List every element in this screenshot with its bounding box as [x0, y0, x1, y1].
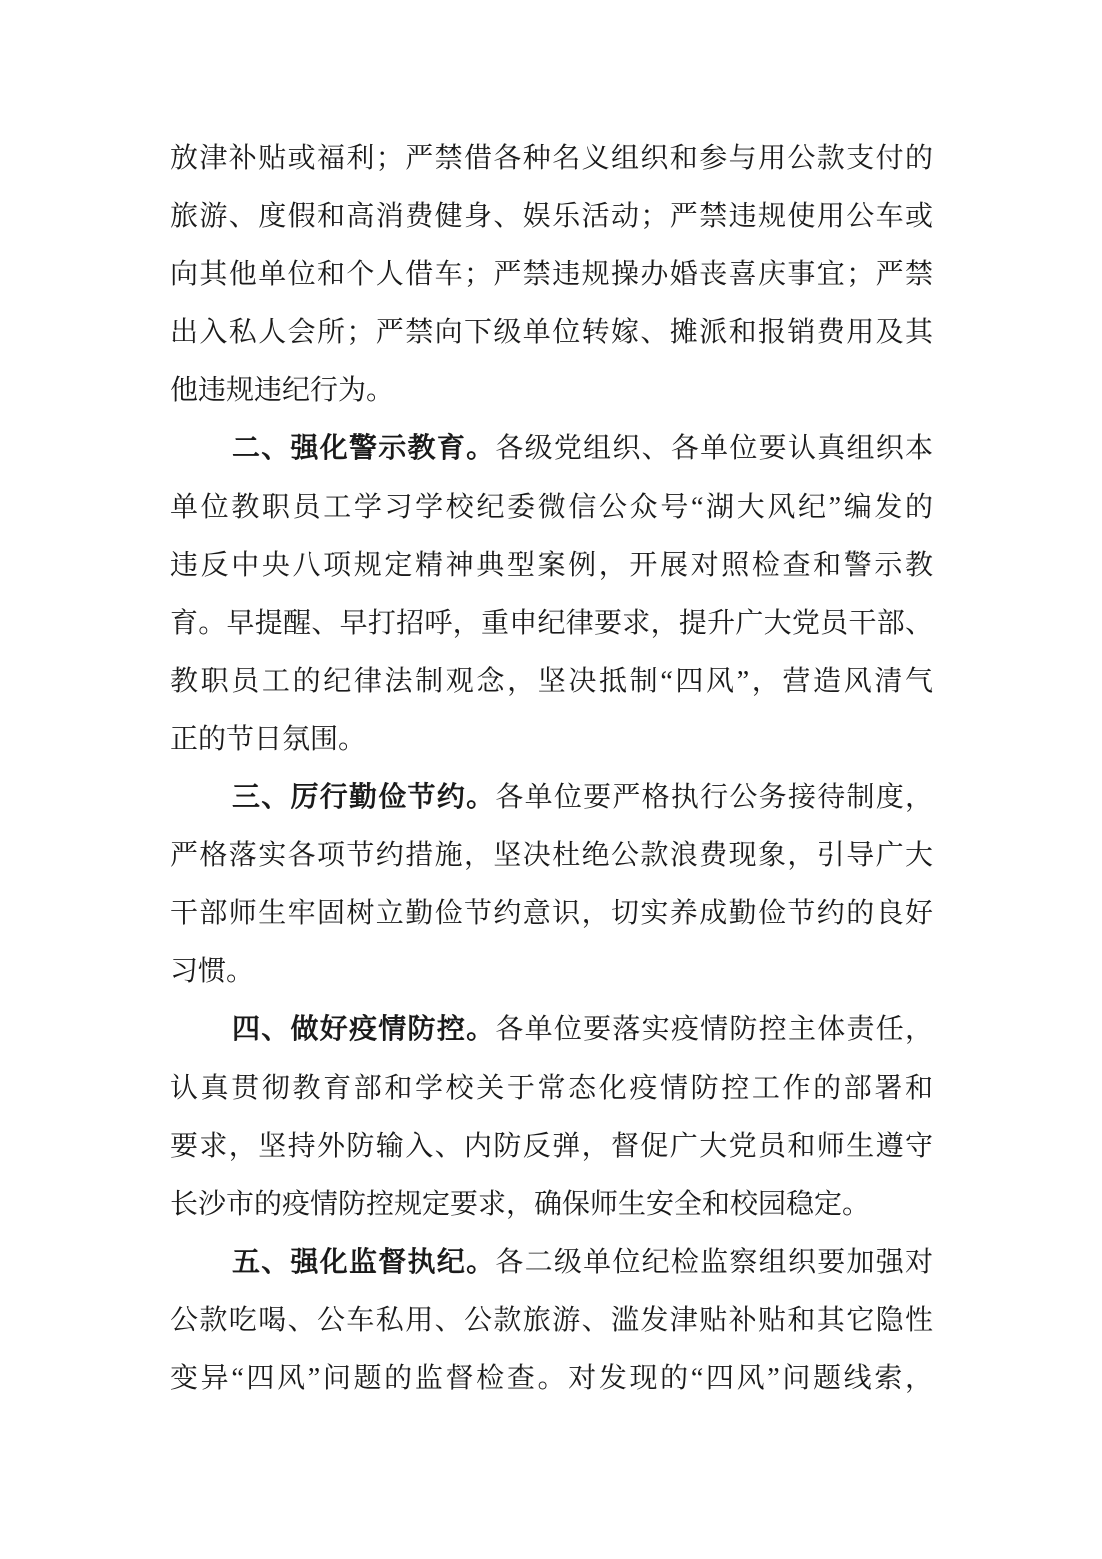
line-text: 正的节日氛围。 [170, 723, 367, 755]
paragraph-lead-line [170, 420, 933, 478]
line-text: 他违规违纪行为。 [170, 375, 395, 407]
text-line [170, 246, 933, 304]
document-body-text [170, 130, 933, 1408]
text-line [170, 479, 933, 537]
text-line [170, 304, 933, 362]
line-text: 变异“四风”问题的监督检查。对发现的“四风”问题线索， [170, 1362, 933, 1394]
line-text: 出入私人会所；严禁向下级单位转嫁、摊派和报销费用及其 [170, 317, 933, 349]
line-text: 各级党组织、各单位要认真组织本 [495, 433, 933, 465]
line-text: 公款吃喝、公车私用、公款旅游、滥发津贴补贴和其它隐性 [170, 1304, 933, 1336]
line-text: 各单位要严格执行公务接待制度， [495, 782, 933, 814]
paragraph-lead-line [170, 1001, 933, 1059]
line-text: 育。早提醒、早打招呼，重申纪律要求，提升广大党员干部、 [170, 607, 933, 639]
text-line [170, 827, 933, 885]
section-heading: 四、做好疫情防控。 [232, 1014, 496, 1046]
line-text: 放津补贴或福利；严禁借各种名义组织和参与用公款支付的 [170, 143, 933, 174]
text-line [170, 188, 933, 246]
section-heading: 五、强化监督执纪。 [232, 1246, 496, 1278]
text-line [170, 595, 933, 653]
section-heading: 二、强化警示教育。 [232, 433, 496, 465]
section-heading: 三、厉行勤俭节约。 [232, 782, 496, 814]
text-line [170, 885, 933, 943]
text-line [170, 362, 933, 420]
text-line [170, 130, 933, 188]
line-text: 干部师生牢固树立勤俭节约意识，切实养成勤俭节约的良好 [170, 898, 933, 930]
line-text: 向其他单位和个人借车；严禁违规操办婚丧喜庆事宜；严禁 [170, 259, 933, 291]
line-text: 单位教职员工学习学校纪委微信公众号“湖大风纪”编发的 [170, 491, 933, 523]
text-line [170, 1060, 933, 1118]
line-text: 长沙市的疫情防控规定要求，确保师生安全和校园稳定。 [170, 1188, 871, 1220]
text-line [170, 1176, 933, 1234]
line-text: 各单位要落实疫情防控主体责任， [495, 1014, 933, 1046]
line-text: 认真贯彻教育部和学校关于常态化疫情防控工作的部署和 [170, 1072, 933, 1104]
line-text: 教职员工的纪律法制观念，坚决抵制“四风”，营造风清气 [170, 665, 933, 697]
text-line [170, 537, 933, 595]
paragraph-lead-line [170, 1234, 933, 1292]
line-text: 旅游、度假和高消费健身、娱乐活动；严禁违规使用公车或 [170, 201, 933, 233]
text-line [170, 1292, 933, 1350]
line-text: 各二级单位纪检监察组织要加强对 [495, 1246, 933, 1278]
line-text: 违反中央八项规定精神典型案例，开展对照检查和警示教 [170, 549, 933, 581]
line-text: 严格落实各项节约措施，坚决杜绝公款浪费现象，引导广大 [170, 840, 933, 872]
text-line [170, 653, 933, 711]
text-line [170, 1118, 933, 1176]
paragraph-lead-line [170, 769, 933, 827]
line-text: 习惯。 [170, 956, 255, 988]
text-line [170, 943, 933, 1001]
text-line [170, 711, 933, 769]
text-line [170, 1350, 933, 1408]
line-text: 要求，坚持外防输入、内防反弹，督促广大党员和师生遵守 [170, 1130, 933, 1162]
